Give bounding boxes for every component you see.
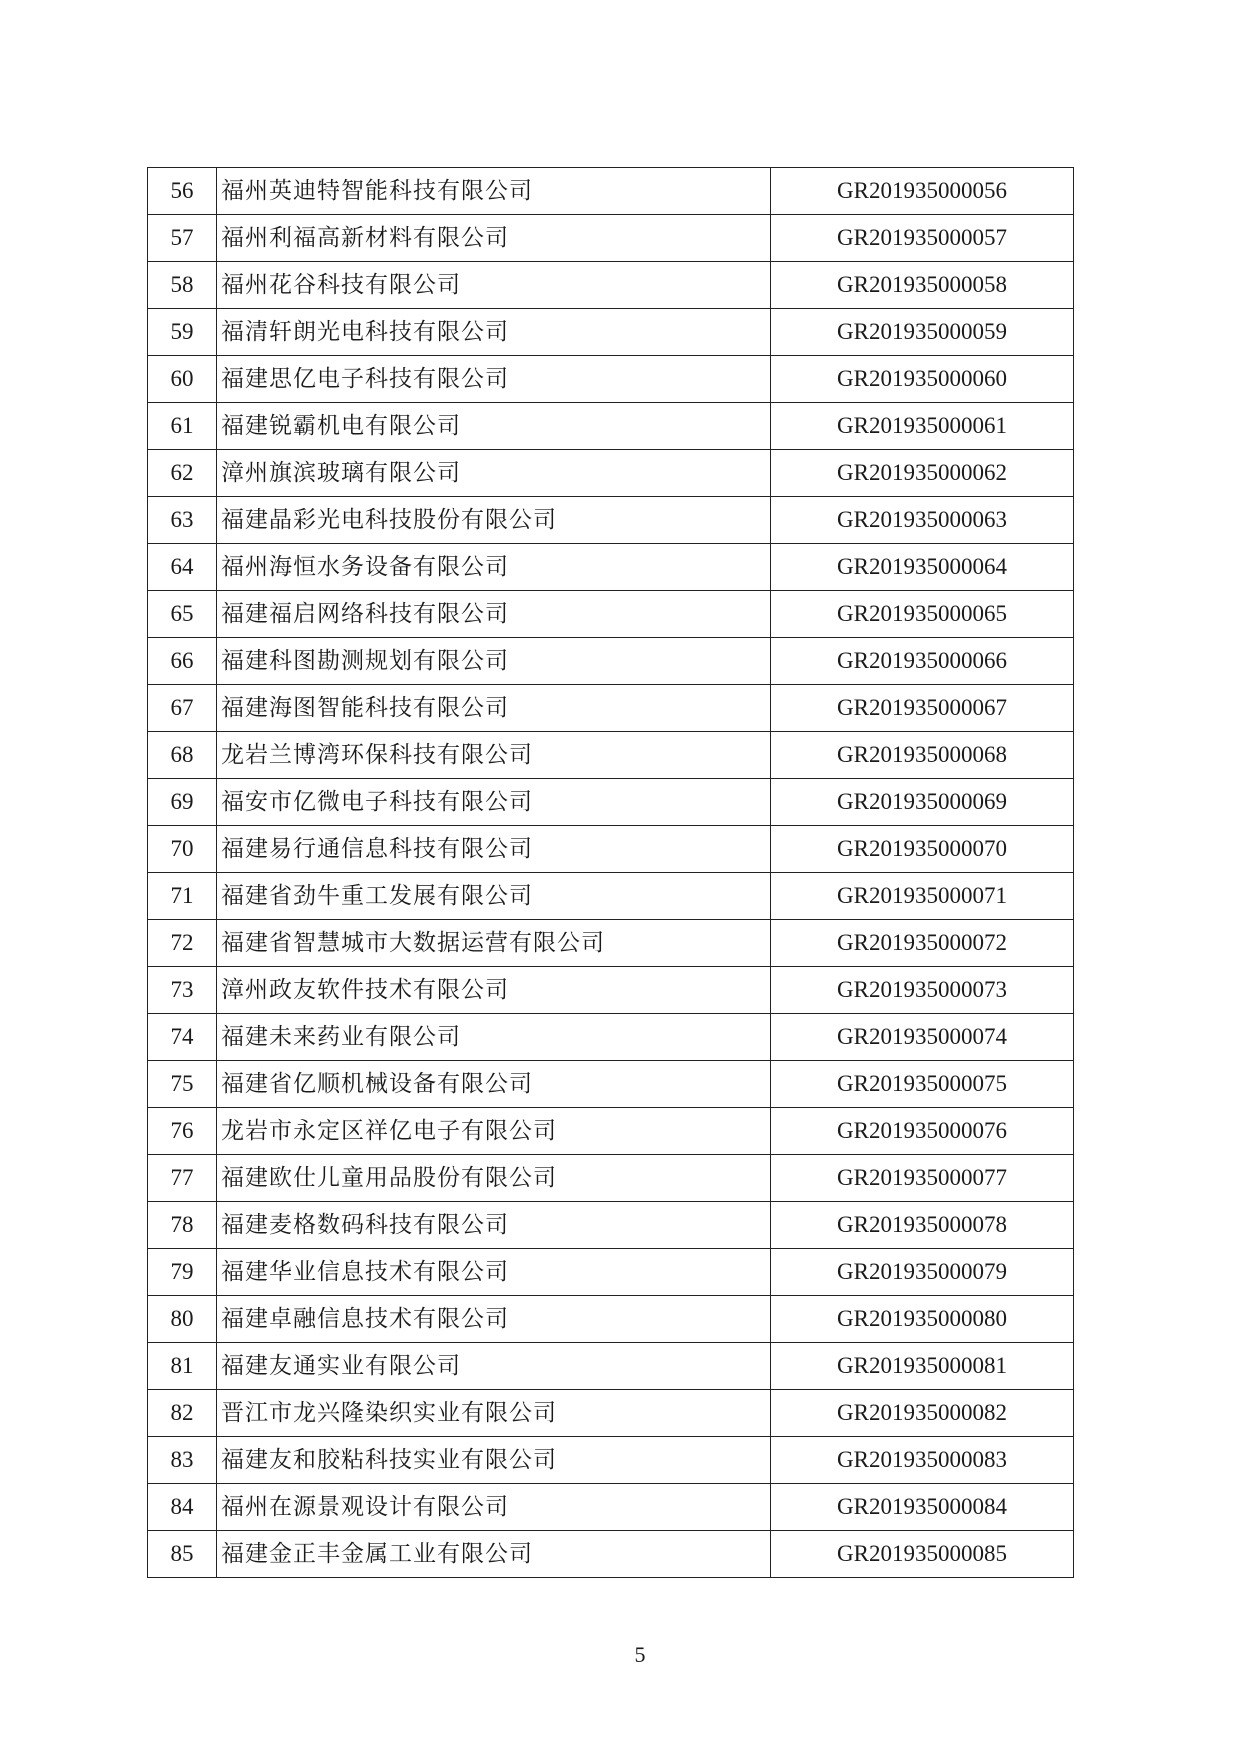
table-row xyxy=(148,309,1074,356)
company-table xyxy=(147,167,1074,1578)
company-name: 福建麦格数码科技有限公司 xyxy=(217,1202,771,1249)
certificate-code: GR201935000066 xyxy=(771,638,1074,685)
company-name: 福州花谷科技有限公司 xyxy=(217,262,771,309)
table-row xyxy=(148,544,1074,591)
certificate-code: GR201935000065 xyxy=(771,591,1074,638)
table-row xyxy=(148,638,1074,685)
row-number: 76 xyxy=(148,1108,217,1155)
company-name: 福州利福高新材料有限公司 xyxy=(217,215,771,262)
table-row xyxy=(148,497,1074,544)
certificate-code: GR201935000081 xyxy=(771,1343,1074,1390)
table-row xyxy=(148,873,1074,920)
certificate-code: GR201935000078 xyxy=(771,1202,1074,1249)
company-name: 龙岩兰博湾环保科技有限公司 xyxy=(217,732,771,779)
row-number: 81 xyxy=(148,1343,217,1390)
row-number: 71 xyxy=(148,873,217,920)
row-number: 84 xyxy=(148,1484,217,1531)
table-row xyxy=(148,1108,1074,1155)
company-name: 福建科图勘测规划有限公司 xyxy=(217,638,771,685)
row-number: 58 xyxy=(148,262,217,309)
company-name: 福清轩朗光电科技有限公司 xyxy=(217,309,771,356)
table-row xyxy=(148,1437,1074,1484)
company-name: 福建省亿顺机械设备有限公司 xyxy=(217,1061,771,1108)
certificate-code: GR201935000068 xyxy=(771,732,1074,779)
certificate-code: GR201935000069 xyxy=(771,779,1074,826)
table-row xyxy=(148,1249,1074,1296)
company-name: 福建思亿电子科技有限公司 xyxy=(217,356,771,403)
row-number: 78 xyxy=(148,1202,217,1249)
row-number: 73 xyxy=(148,967,217,1014)
company-name: 福建锐霸机电有限公司 xyxy=(217,403,771,450)
row-number: 61 xyxy=(148,403,217,450)
company-name: 漳州旗滨玻璃有限公司 xyxy=(217,450,771,497)
company-name: 福建欧仕儿童用品股份有限公司 xyxy=(217,1155,771,1202)
row-number: 82 xyxy=(148,1390,217,1437)
table-row xyxy=(148,967,1074,1014)
row-number: 63 xyxy=(148,497,217,544)
table-row xyxy=(148,450,1074,497)
row-number: 80 xyxy=(148,1296,217,1343)
company-name: 福建金正丰金属工业有限公司 xyxy=(217,1531,771,1578)
company-name: 福建易行通信息科技有限公司 xyxy=(217,826,771,873)
certificate-code: GR201935000076 xyxy=(771,1108,1074,1155)
row-number: 74 xyxy=(148,1014,217,1061)
certificate-code: GR201935000080 xyxy=(771,1296,1074,1343)
row-number: 66 xyxy=(148,638,217,685)
certificate-code: GR201935000074 xyxy=(771,1014,1074,1061)
table-row xyxy=(148,920,1074,967)
table-row xyxy=(148,403,1074,450)
row-number: 56 xyxy=(148,168,217,215)
company-name: 福建华业信息技术有限公司 xyxy=(217,1249,771,1296)
certificate-code: GR201935000058 xyxy=(771,262,1074,309)
table-row xyxy=(148,356,1074,403)
table-row xyxy=(148,1296,1074,1343)
row-number: 77 xyxy=(148,1155,217,1202)
row-number: 60 xyxy=(148,356,217,403)
row-number: 72 xyxy=(148,920,217,967)
certificate-code: GR201935000079 xyxy=(771,1249,1074,1296)
table-row xyxy=(148,1014,1074,1061)
certificate-code: GR201935000056 xyxy=(771,168,1074,215)
certificate-code: GR201935000075 xyxy=(771,1061,1074,1108)
row-number: 85 xyxy=(148,1531,217,1578)
table-row xyxy=(148,1390,1074,1437)
row-number: 67 xyxy=(148,685,217,732)
company-name: 福州海恒水务设备有限公司 xyxy=(217,544,771,591)
table-row xyxy=(148,685,1074,732)
row-number: 79 xyxy=(148,1249,217,1296)
row-number: 69 xyxy=(148,779,217,826)
certificate-code: GR201935000062 xyxy=(771,450,1074,497)
certificate-code: GR201935000063 xyxy=(771,497,1074,544)
table-row xyxy=(148,168,1074,215)
row-number: 65 xyxy=(148,591,217,638)
certificate-code: GR201935000067 xyxy=(771,685,1074,732)
table-row xyxy=(148,779,1074,826)
company-name: 福建卓融信息技术有限公司 xyxy=(217,1296,771,1343)
certificate-code: GR201935000073 xyxy=(771,967,1074,1014)
row-number: 59 xyxy=(148,309,217,356)
table-body xyxy=(148,168,1074,1578)
table-row xyxy=(148,1531,1074,1578)
table-row xyxy=(148,732,1074,779)
row-number: 83 xyxy=(148,1437,217,1484)
table-row xyxy=(148,1202,1074,1249)
row-number: 75 xyxy=(148,1061,217,1108)
company-name: 福建省劲牛重工发展有限公司 xyxy=(217,873,771,920)
company-name: 福建未来药业有限公司 xyxy=(217,1014,771,1061)
row-number: 70 xyxy=(148,826,217,873)
row-number: 68 xyxy=(148,732,217,779)
certificate-code: GR201935000083 xyxy=(771,1437,1074,1484)
company-name: 福建友和胶粘科技实业有限公司 xyxy=(217,1437,771,1484)
table-row xyxy=(148,826,1074,873)
certificate-code: GR201935000061 xyxy=(771,403,1074,450)
certificate-code: GR201935000059 xyxy=(771,309,1074,356)
company-name: 龙岩市永定区祥亿电子有限公司 xyxy=(217,1108,771,1155)
page-number: 5 xyxy=(634,1642,646,1667)
company-name: 福建省智慧城市大数据运营有限公司 xyxy=(217,920,771,967)
certificate-code: GR201935000072 xyxy=(771,920,1074,967)
company-name: 晋江市龙兴隆染织实业有限公司 xyxy=(217,1390,771,1437)
certificate-code: GR201935000082 xyxy=(771,1390,1074,1437)
company-name: 福建晶彩光电科技股份有限公司 xyxy=(217,497,771,544)
table-row xyxy=(148,1343,1074,1390)
company-name: 福建友通实业有限公司 xyxy=(217,1343,771,1390)
certificate-code: GR201935000057 xyxy=(771,215,1074,262)
company-name: 福安市亿微电子科技有限公司 xyxy=(217,779,771,826)
certificate-code: GR201935000077 xyxy=(771,1155,1074,1202)
certificate-code: GR201935000060 xyxy=(771,356,1074,403)
table-row xyxy=(148,215,1074,262)
company-name: 漳州政友软件技术有限公司 xyxy=(217,967,771,1014)
company-name: 福建海图智能科技有限公司 xyxy=(217,685,771,732)
table-row xyxy=(148,591,1074,638)
certificate-code: GR201935000070 xyxy=(771,826,1074,873)
certificate-code: GR201935000085 xyxy=(771,1531,1074,1578)
table-row xyxy=(148,1155,1074,1202)
table-row xyxy=(148,1061,1074,1108)
company-name: 福州英迪特智能科技有限公司 xyxy=(217,168,771,215)
table-row xyxy=(148,1484,1074,1531)
certificate-code: GR201935000071 xyxy=(771,873,1074,920)
certificate-code: GR201935000084 xyxy=(771,1484,1074,1531)
row-number: 64 xyxy=(148,544,217,591)
row-number: 57 xyxy=(148,215,217,262)
certificate-code: GR201935000064 xyxy=(771,544,1074,591)
company-name: 福建福启网络科技有限公司 xyxy=(217,591,771,638)
company-name: 福州在源景观设计有限公司 xyxy=(217,1484,771,1531)
table-row xyxy=(148,262,1074,309)
row-number: 62 xyxy=(148,450,217,497)
